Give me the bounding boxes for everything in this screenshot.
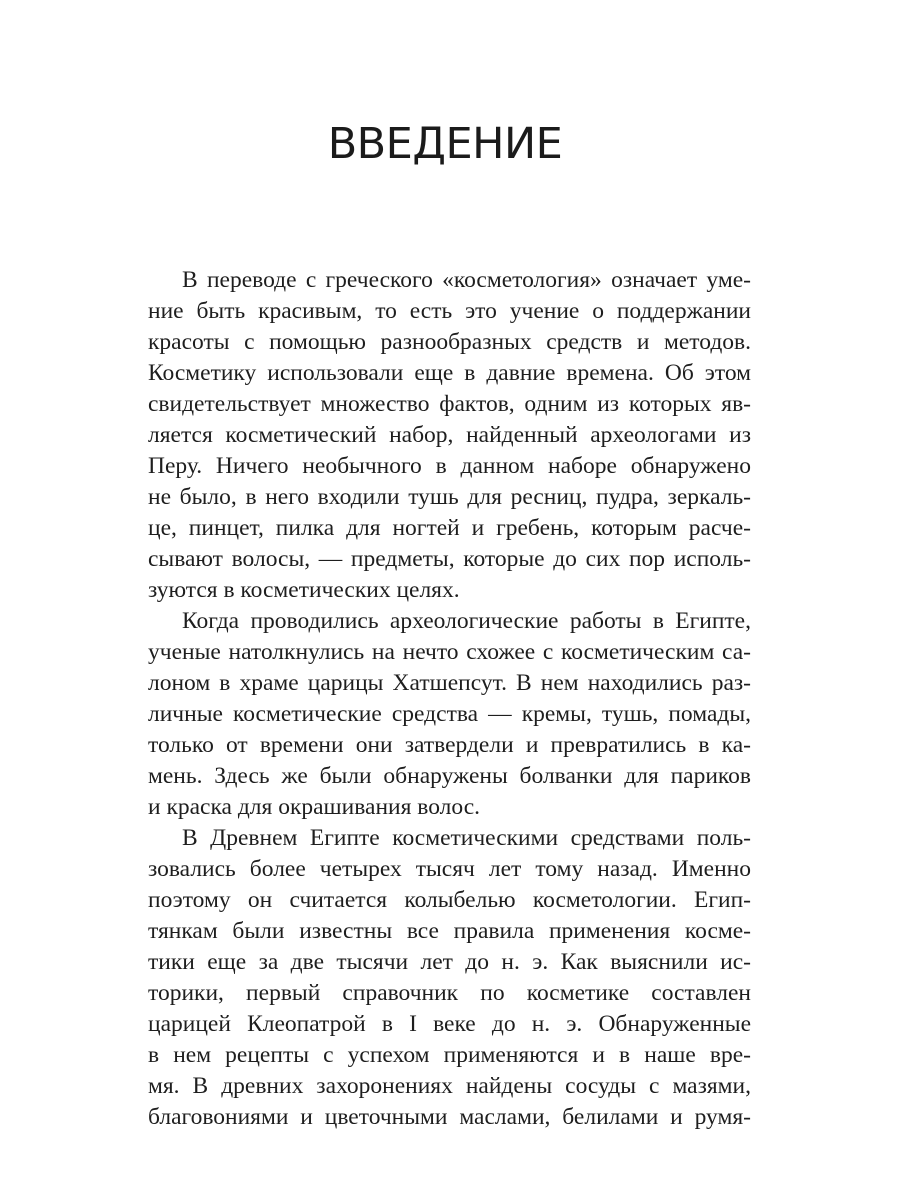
text-line: ние быть красивым, то есть это учение о поддержании <box>148 298 751 324</box>
text-line: зуются в косметических целях. <box>148 577 460 603</box>
body-text <box>148 265 751 1133</box>
text-line: В переводе с греческого «косметология» означает уме- <box>182 267 751 293</box>
text-line: царицей Клеопатрой в I веке до н. э. Обнаруженные <box>148 1011 751 1037</box>
text-line: свидетельствует множество фактов, одним из которых яв- <box>148 391 751 417</box>
text-line: лоном в храме царицы Хатшепсут. В нем находились раз- <box>148 670 751 696</box>
text-line: не было, в него входили тушь для ресниц, пудра, зеркаль- <box>148 484 751 510</box>
text-line: мя. В древних захоронениях найдены сосуды с мазями, <box>148 1073 751 1099</box>
text-line: только от времени они затвердели и превратились в ка- <box>148 732 751 758</box>
text-line: це, пинцет, пилка для ногтей и гребень, которым расче- <box>148 515 751 541</box>
text-line: тики еще за две тысячи лет до н. э. Как выяснили ис- <box>148 949 751 975</box>
chapter-title: ВВЕДЕНИЕ <box>327 119 563 169</box>
text-line: торики, первый справочник по косметике составлен <box>148 980 751 1006</box>
text-line: и краска для окрашивания волос. <box>148 794 481 820</box>
text-line: Перу. Ничего необычного в данном наборе обнаружено <box>148 453 751 479</box>
text-line: Когда проводились археологические работы в Египте, <box>182 608 751 634</box>
text-line: сывают волосы, — предметы, которые до сих пор исполь- <box>148 546 751 572</box>
text-line: тянкам были известны все правила применения космe- <box>148 918 751 944</box>
text-line: личные косметические средства — кремы, тушь, помады, <box>148 701 751 727</box>
text-line: поэтому он считается колыбелью косметологии. Егип- <box>148 887 751 913</box>
text-line: ляется косметический набор, найденный археологами из <box>148 422 751 448</box>
text-line: ученые натолкнулись на нечто схожее с косметическим са- <box>148 639 751 665</box>
text-line: В Древнем Египте косметическими средствами поль- <box>182 825 751 851</box>
text-line: благовониями и цветочными маслами, белилами и румя- <box>148 1104 751 1130</box>
text-line: красоты с помощью разнообразных средств и методов. <box>148 329 751 355</box>
text-line: мень. Здесь же были обнаружены болванки для париков <box>148 763 751 789</box>
text-line: в нем рецепты с успехом применяются и в наше вре- <box>148 1042 751 1068</box>
text-line: зовались более четырех тысяч лет тому назад. Именно <box>148 856 751 882</box>
text-line: Косметику использовали еще в давние времена. Об этом <box>148 360 751 386</box>
